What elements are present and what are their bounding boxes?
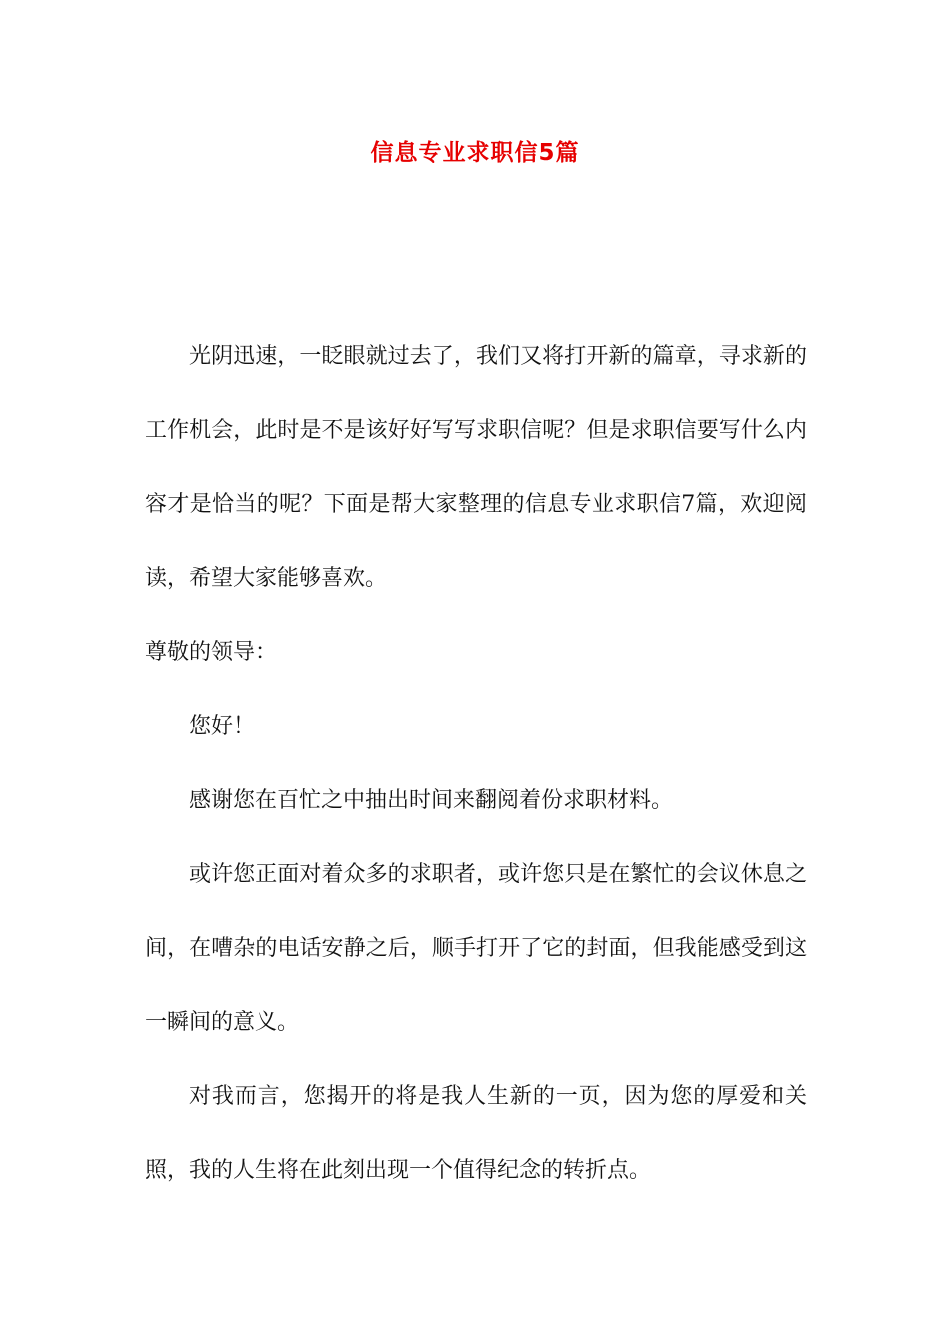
salutation: 尊敬的领导： (145, 640, 278, 665)
thanks-paragraph: 感谢您在百忙之中抽出时间来翻阅着份求职材料。 (189, 788, 674, 813)
context-paragraph: 或许您正面对着众多的求职者，或许您只是在繁忙的会议休息之间，在嘈杂的电话安静之后，顺手打开了它的封面，但我能感受到这一瞬间的意义。 (145, 862, 807, 1035)
document-body (145, 320, 807, 1208)
meaning-paragraph: 对我而言，您揭开的将是我人生新的一页，因为您的厚爱和关照，我的人生将在此刻出现一个值得纪念的转折点。 (145, 1084, 807, 1183)
intro-paragraph: 光阴迅速，一眨眼就过去了，我们又将打开新的篇章，寻求新的工作机会，此时是不是该好好写写求职信呢？但是求职信要写什么内容才是恰当的呢？下面是帮大家整理的信息专业求职信7篇，欢迎阅读，希望大家能够喜欢。 (145, 344, 807, 591)
document-title: 信息专业求职信5篇 (370, 140, 580, 166)
greeting: 您好！ (189, 714, 256, 739)
